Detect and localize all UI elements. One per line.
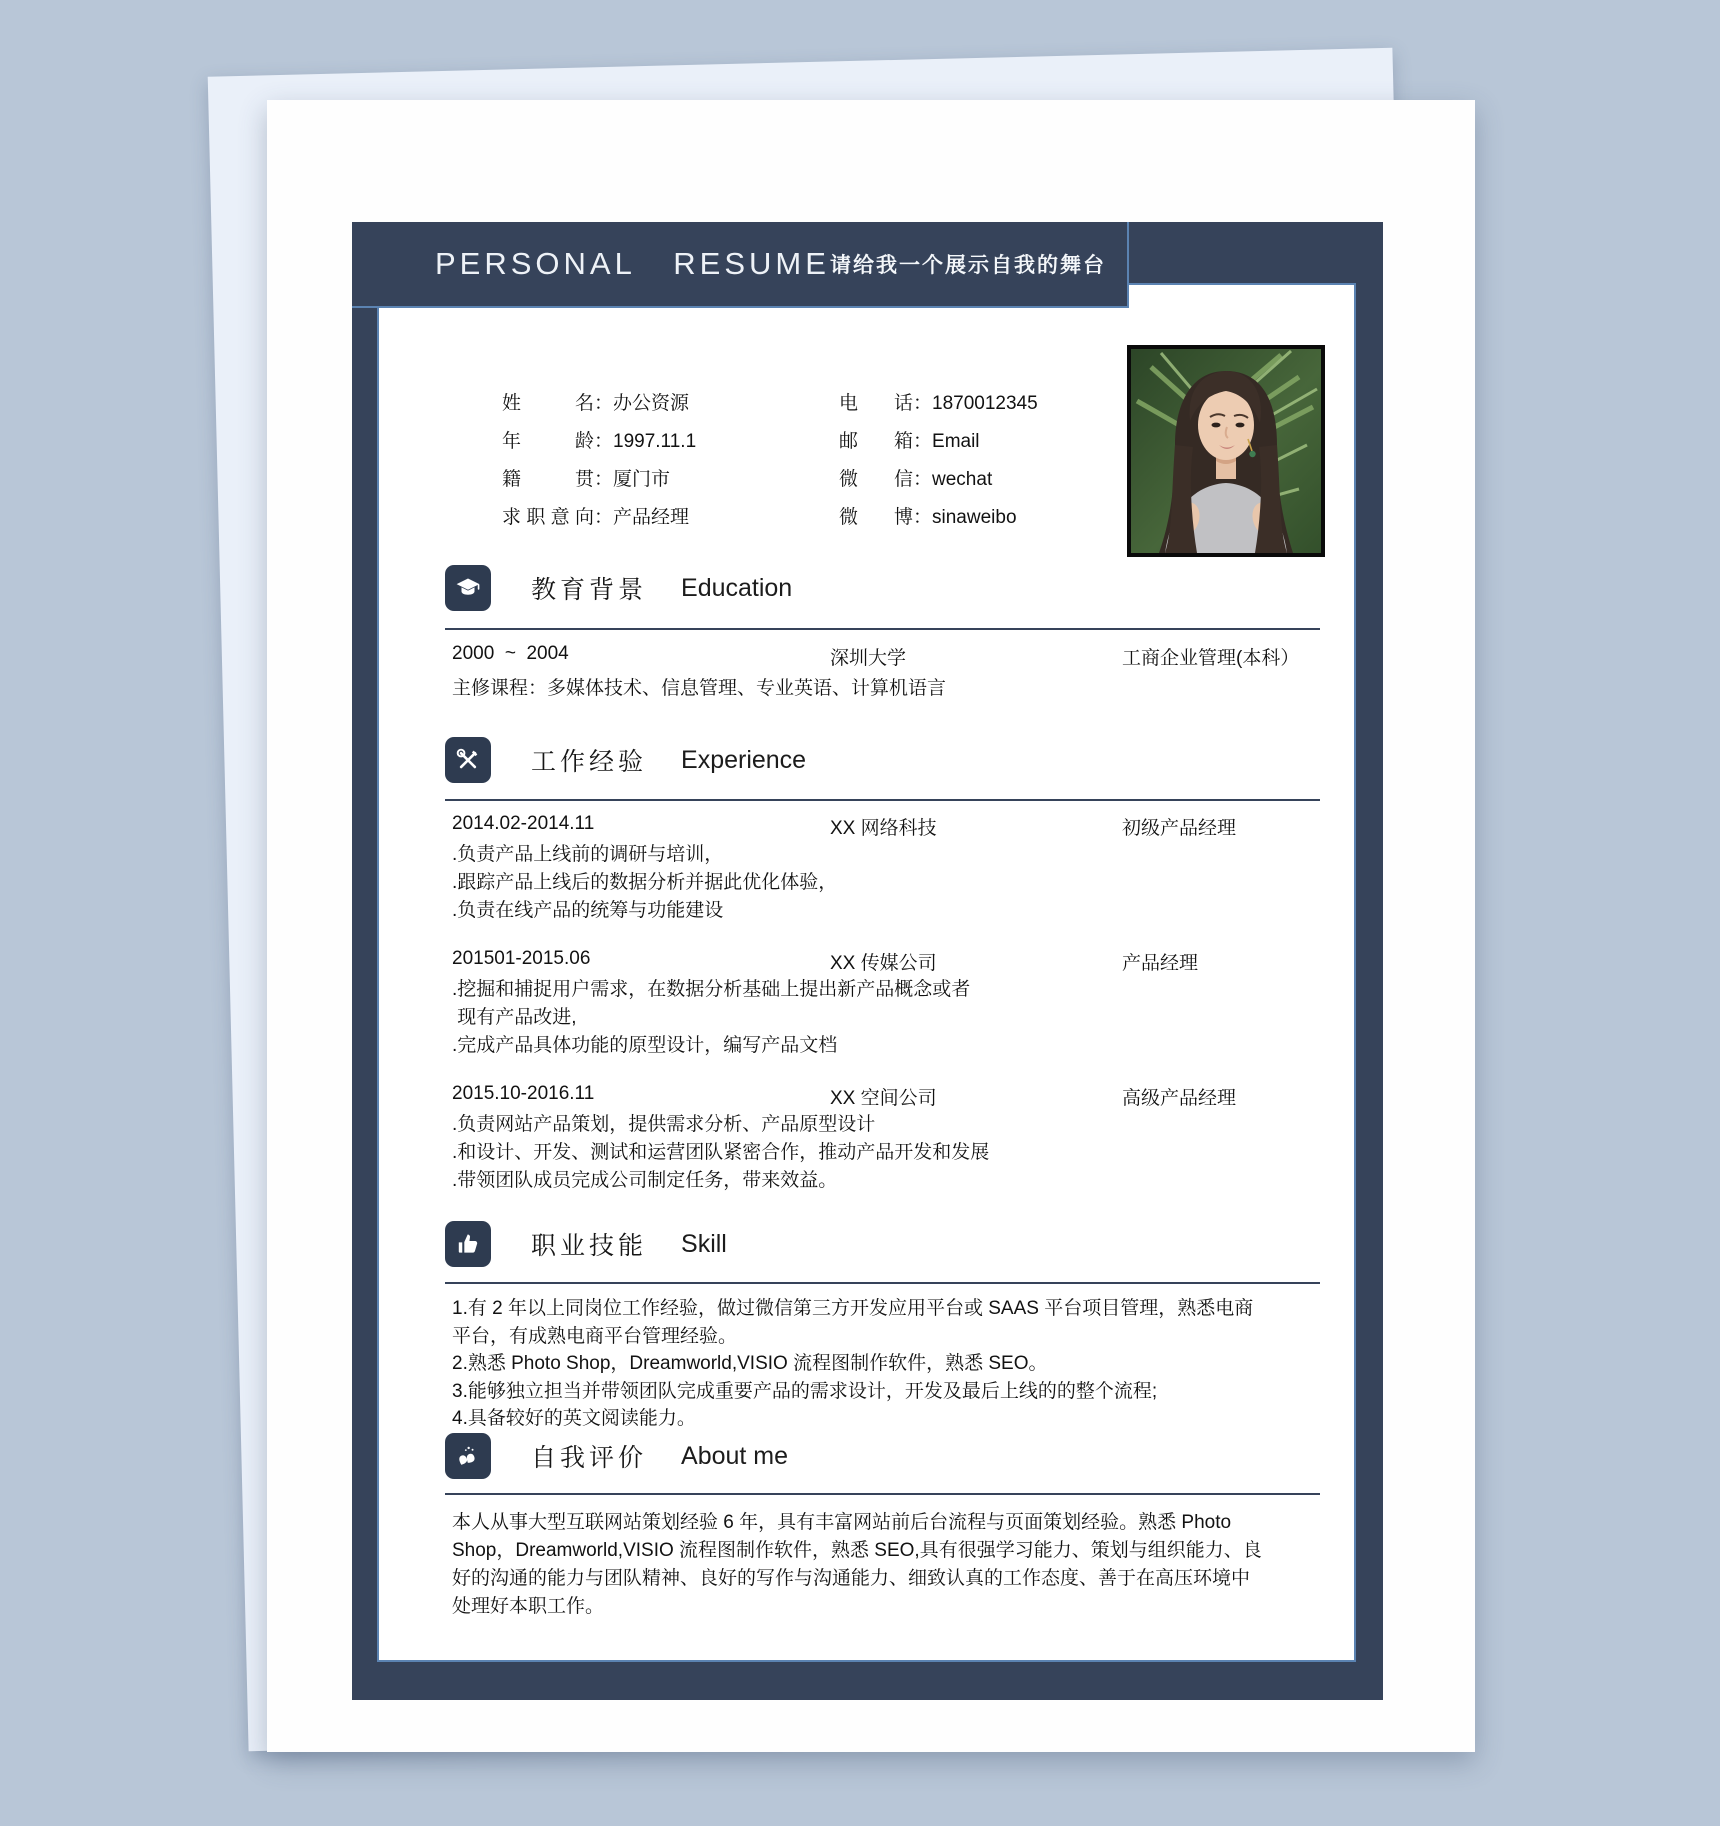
job-period: 2014.02-2014.11 xyxy=(452,813,595,834)
section-divider xyxy=(445,799,1320,801)
resume-title: PERSONAL RESUME xyxy=(435,246,830,281)
field-label: 求职意向 xyxy=(502,507,594,528)
about-line: Shop，Dreamworld,VISIO 流程图制作软件，熟悉 SEO,具有很强学习能力、策划与组织能力、良 xyxy=(452,1540,1262,1561)
section-title-zh: 教育背景 xyxy=(531,576,648,604)
field-value: Email xyxy=(932,431,980,452)
section-header-about xyxy=(445,1433,788,1479)
section-header-skill xyxy=(445,1221,727,1267)
field-separator: ： xyxy=(594,431,614,452)
field-value: 产品经理 xyxy=(613,507,690,528)
education-school: 深圳大学 xyxy=(830,648,907,669)
job-bullet: .负责网站产品策划，提供需求分析、产品原型设计 xyxy=(452,1114,876,1135)
section-title-en: Experience xyxy=(681,745,807,774)
job-bullet: .挖掘和捕捉用户需求，在数据分析基础上提出新产品概念或者 xyxy=(452,979,971,1000)
field-label: 年龄 xyxy=(502,431,594,452)
field-label: 籍贯 xyxy=(502,469,594,490)
job-bullets xyxy=(452,976,1332,1060)
field-value: 办公资源 xyxy=(613,393,690,414)
job-row-header xyxy=(452,813,1327,841)
job-period: 201501-2015.06 xyxy=(452,948,591,969)
job-company: XX 空间公司 xyxy=(830,1088,937,1109)
field-separator: ： xyxy=(913,393,933,414)
graduation-cap-icon xyxy=(445,565,491,611)
skill-line: 3.能够独立担当并带领团队完成重要产品的需求设计，开发及最后上线的的整个流程; xyxy=(452,1380,1158,1402)
job-role: 初级产品经理 xyxy=(1122,818,1237,839)
job-bullets xyxy=(452,1111,1332,1195)
skill-line: 4.具备较好的英文阅读能力。 xyxy=(452,1408,696,1429)
job-bullet: .和设计、开发、测试和运营团队紧密合作，推动产品开发和发展 xyxy=(452,1142,990,1163)
job-bullet: .带领团队成员完成公司制定任务，带来效益。 xyxy=(452,1170,838,1191)
job-row-header xyxy=(452,1083,1327,1111)
skill-paragraph xyxy=(452,1295,1332,1433)
profile-field-wechat xyxy=(839,465,992,495)
field-label: 微信 xyxy=(839,469,913,490)
job-company: XX 传媒公司 xyxy=(830,953,937,974)
profile-field-age xyxy=(502,427,696,457)
section-header-experience xyxy=(445,737,806,783)
about-paragraph xyxy=(452,1509,1332,1621)
field-value: 1997.11.1 xyxy=(613,431,697,452)
profile-field-hometown xyxy=(502,465,670,495)
section-title-en: About me xyxy=(681,1441,789,1470)
job-role: 高级产品经理 xyxy=(1122,1088,1237,1109)
job-role: 产品经理 xyxy=(1122,953,1199,974)
job-bullet: .跟踪产品上线后的数据分析并据此优化体验， xyxy=(452,872,838,893)
education-row xyxy=(452,643,1327,671)
thumb-up-icon xyxy=(445,1221,491,1267)
education-courses: 主修课程：多媒体技术、信息管理、专业英语、计算机语言 xyxy=(452,678,947,699)
job-bullet: .负责在线产品的统筹与功能建设 xyxy=(452,900,724,921)
skill-line: 2.熟悉 Photo Shop，Dreamworld,VISIO 流程图制作软件，熟悉 SEO。 xyxy=(452,1353,1048,1374)
profile-field-phone xyxy=(839,389,1038,419)
tools-icon xyxy=(445,737,491,783)
field-value: sinaweibo xyxy=(932,507,1017,528)
field-separator: ： xyxy=(913,431,933,452)
field-label: 微博 xyxy=(839,507,913,528)
about-line: 本人从事大型互联网站策划经验 6 年，具有丰富网站前后台流程与页面策划经验。熟悉 Photo xyxy=(452,1512,1232,1533)
field-separator: ： xyxy=(913,469,933,490)
profile-field-name xyxy=(502,389,689,419)
header-band xyxy=(352,222,1129,308)
about-line: 好的沟通的能力与团队精神、良好的写作与沟通能力、细致认真的工作态度、善于在高压环境中 xyxy=(452,1568,1251,1589)
resume-content-area xyxy=(377,283,1356,1662)
field-value: wechat xyxy=(932,469,993,490)
section-title-en: Education xyxy=(681,573,793,602)
skill-line: 1.有 2 年以上同岗位工作经验，做过微信第三方开发应用平台或 SAAS 平台项目管理，熟悉电商 xyxy=(452,1298,1254,1319)
section-divider xyxy=(445,1282,1320,1284)
resume-tagline: 请给我一个展示自我的舞台 xyxy=(830,254,1106,277)
field-separator: ： xyxy=(594,507,614,528)
field-label: 姓名 xyxy=(502,393,594,414)
field-value: 厦门市 xyxy=(613,469,671,490)
field-label: 电话 xyxy=(839,393,913,414)
section-title-en: Skill xyxy=(681,1229,727,1258)
field-separator: ： xyxy=(913,507,933,528)
field-value: 1870012345 xyxy=(932,393,1038,414)
skill-line: 平台，有成熟电商平台管理经验。 xyxy=(452,1325,738,1347)
job-bullet: .完成产品具体功能的原型设计，编写产品文档 xyxy=(452,1035,838,1056)
field-separator: ： xyxy=(594,393,614,414)
profile-field-weibo xyxy=(839,503,1017,533)
job-company: XX 网络科技 xyxy=(830,818,937,839)
profile-photo xyxy=(1127,345,1325,557)
job-row-header xyxy=(452,948,1327,976)
field-label: 邮箱 xyxy=(839,431,913,452)
section-title-zh: 自我评价 xyxy=(531,1444,648,1472)
about-line: 处理好本职工作。 xyxy=(452,1596,605,1617)
section-divider xyxy=(445,1493,1320,1495)
section-divider xyxy=(445,628,1320,630)
education-degree: 工商企业管理(本科） xyxy=(1122,648,1300,669)
section-header-education xyxy=(445,565,792,611)
job-bullet: .负责产品上线前的调研与培训， xyxy=(452,844,724,865)
section-title-zh: 职业技能 xyxy=(531,1232,648,1260)
hearts-icon xyxy=(445,1433,491,1479)
job-bullet: 现有产品改进, xyxy=(452,1007,577,1028)
profile-field-email xyxy=(839,427,980,457)
section-title-zh: 工作经验 xyxy=(531,748,648,776)
education-period: 2000 ~ 2004 xyxy=(452,643,569,664)
profile-field-objective xyxy=(502,503,689,533)
profile-photo-illustration xyxy=(1131,349,1321,553)
job-period: 2015.10-2016.11 xyxy=(452,1083,595,1104)
job-bullets xyxy=(452,841,1332,925)
field-separator: ： xyxy=(594,469,614,490)
